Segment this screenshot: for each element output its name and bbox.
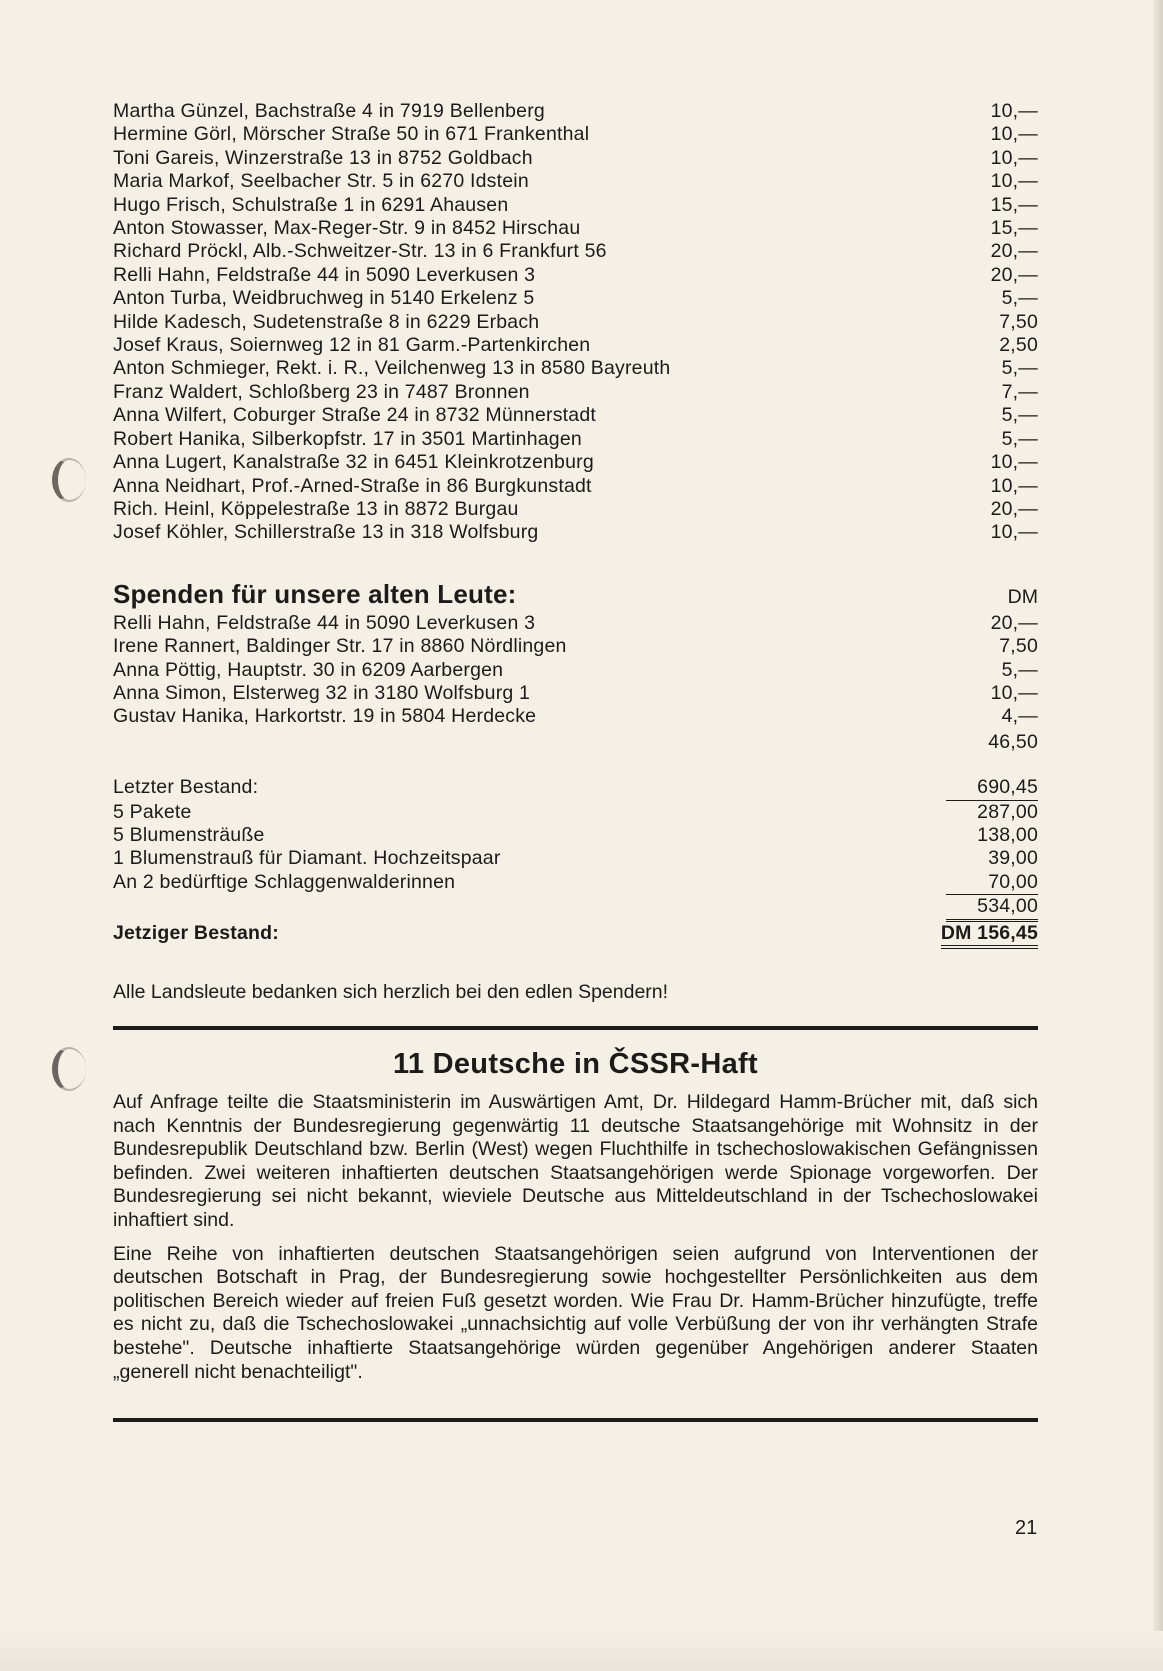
page-edge xyxy=(1153,0,1163,1671)
donor-entry: Hilde Kadesch, Sudetenstraße 8 in 6229 Erbach xyxy=(113,310,540,333)
ledger-row xyxy=(113,824,1038,847)
donor-entry: Anton Turba, Weidbruchweg in 5140 Erkelenz 5 xyxy=(113,287,535,310)
section-heading: Spenden für unsere alten Leute: xyxy=(113,578,517,609)
ledger-amount: 287,00 xyxy=(977,800,1038,823)
donor-row xyxy=(113,123,1038,146)
bottom-rule xyxy=(113,1418,1038,1422)
donor-entry: Josef Kraus, Soiernweg 12 in 81 Garm.-Partenkirchen xyxy=(113,334,591,357)
donor-row xyxy=(113,264,1038,287)
donation-amount: 5,— xyxy=(1001,658,1038,681)
donor-entry: Martha Günzel, Bachstraße 4 in 7919 Bellenberg xyxy=(113,100,545,122)
donor-entry: Gustav Hanika, Harkortstr. 19 in 5804 Herdecke xyxy=(113,705,537,728)
donor-row xyxy=(113,682,1038,705)
donor-entry: Anton Schmieger, Rekt. i. R., Veilchenweg 13 in 8580 Bayreuth xyxy=(113,357,671,380)
donation-amount: 4,— xyxy=(1001,705,1038,728)
donation-amount: 7,50 xyxy=(999,310,1038,333)
page-number: 21 xyxy=(1015,1517,1038,1539)
ledger-row xyxy=(113,801,1038,824)
donor-row xyxy=(113,217,1038,240)
divider-rule xyxy=(113,1026,1038,1030)
donor-list xyxy=(113,100,1038,545)
donor-entry: Hermine Görl, Mörscher Straße 50 in 671 Frankenthal xyxy=(113,123,590,146)
donor-row xyxy=(113,428,1038,451)
donor-entry: Hugo Frisch, Schulstraße 1 in 6291 Ahausen xyxy=(113,193,509,216)
donor-row xyxy=(113,635,1038,658)
elderly-donor-list xyxy=(113,612,1038,729)
donor-row xyxy=(113,612,1038,635)
donor-row xyxy=(113,381,1038,404)
donor-row xyxy=(113,475,1038,498)
donor-row xyxy=(113,357,1038,380)
ledger-amount: 690,45 xyxy=(946,776,1038,800)
ledger-label: An 2 bedürftige Schlaggenwalderinnen xyxy=(113,870,456,893)
article-title: 11 Deutsche in ČSSR-Haft xyxy=(393,1048,758,1080)
punch-hole-lower xyxy=(52,1047,86,1091)
donor-entry: Toni Gareis, Winzerstraße 13 in 8752 Goldbach xyxy=(113,146,533,169)
ledger-amount: 138,00 xyxy=(977,823,1038,846)
donor-row xyxy=(113,170,1038,193)
donor-entry: Irene Rannert, Baldinger Str. 17 in 8860 Nördlingen xyxy=(113,635,567,658)
ledger-label: 5 Blumensträuße xyxy=(113,823,265,846)
section-heading-row xyxy=(113,579,1038,610)
donor-row xyxy=(113,334,1038,357)
ledger-sum-row xyxy=(113,895,1038,921)
donor-entry: Rich. Heinl, Köppelestraße 13 in 8872 Burgau xyxy=(113,497,519,520)
donor-entry: Anna Neidhart, Prof.-Arned-Straße in 86 Burgkunstadt xyxy=(113,474,592,497)
donation-amount: 15,— xyxy=(990,193,1038,216)
donor-row xyxy=(113,521,1038,544)
donor-entry: Anna Lugert, Kanalstraße 32 in 6451 Kleinkrotzenburg xyxy=(113,451,594,474)
donation-amount: 10,— xyxy=(990,474,1038,497)
ledger-label: 1 Blumenstrauß für Diamant. Hochzeitspaar xyxy=(113,847,501,870)
article-paragraph: Auf Anfrage teilte die Staatsministerin im Auswärtigen Amt, Dr. Hildegard Hamm-Brücher mit, daß sich nach Kenntnis der Bundesregierung gegenwärtig 11 deutsche Staatsangehörige mit Wohnsitz in der Bundesrepublik Deutschland bzw. Berlin (West) wegen Fluchthilfe in tschechoslowakischen Gefängnissen befinden. Zwei weiteren inhaftierten deutschen Staatsangehörigen werde Spionage vorgeworfen. Der Bundesregierung sei nicht bekannt, wieviele Deutsche aus Mitteldeutschland in der Tschechoslowakei inhaftiert sind. xyxy=(113,1091,1038,1231)
donor-row xyxy=(113,404,1038,427)
ledger-row xyxy=(113,776,1038,800)
donor-entry: Richard Pröckl, Alb.-Schweitzer-Str. 13 in 6 Frankfurt 56 xyxy=(113,240,607,263)
ledger-label: Letzter Bestand: xyxy=(113,776,259,799)
donation-amount: 20,— xyxy=(990,263,1038,286)
donation-amount: 5,— xyxy=(1001,357,1038,380)
donor-entry: Robert Hanika, Silberkopfstr. 17 in 3501 Martinhagen xyxy=(113,427,582,450)
ledger-total-label: Jetziger Bestand: xyxy=(113,921,279,944)
donation-amount: 20,— xyxy=(990,497,1038,520)
donor-entry: Josef Köhler, Schillerstraße 13 in 318 Wolfsburg xyxy=(113,521,539,544)
donation-amount: 5,— xyxy=(1001,427,1038,450)
donation-amount: 5,— xyxy=(1001,287,1038,310)
donor-row xyxy=(113,451,1038,474)
ledger-label: 5 Pakete xyxy=(113,800,192,823)
ledger-total-amount: DM 156,45 xyxy=(941,922,1038,949)
ledger-amount: 70,00 xyxy=(946,871,1038,895)
donor-row xyxy=(113,100,1038,123)
donation-amount: 10,— xyxy=(990,451,1038,474)
scan-bottom-strip xyxy=(0,1631,1163,1671)
thanks-line: Alle Landsleute bedanken sich herzlich bei den edlen Spendern! xyxy=(113,981,669,1003)
donor-row xyxy=(113,705,1038,728)
donor-row xyxy=(113,311,1038,334)
donation-amount: 10,— xyxy=(990,146,1038,169)
page-content xyxy=(113,100,1038,1422)
donor-row xyxy=(113,659,1038,682)
donor-entry: Anton Stowasser, Max-Reger-Str. 9 in 8452 Hirschau xyxy=(113,217,581,240)
donation-amount: 2,50 xyxy=(999,334,1038,357)
donation-amount: 15,— xyxy=(990,217,1038,240)
donation-amount: 10,— xyxy=(990,123,1038,146)
ledger-total-row xyxy=(113,922,1038,949)
donor-entry: Anna Wilfert, Coburger Straße 24 in 8732 Münnerstadt xyxy=(113,404,596,427)
donor-entry: Anna Simon, Elsterweg 32 in 3180 Wolfsburg 1 xyxy=(113,681,531,704)
donor-row xyxy=(113,498,1038,521)
donor-entry: Anna Pöttig, Hauptstr. 30 in 6209 Aarbergen xyxy=(113,658,504,681)
ledger-amount: 39,00 xyxy=(988,847,1038,870)
donation-amount: 10,— xyxy=(990,521,1038,544)
donation-amount: 7,50 xyxy=(999,635,1038,658)
article-paragraph: Eine Reihe von inhaftierten deutschen Staatsangehörigen seien aufgrund von Interventionen der deutschen Botschaft in Prag, der Bundesregierung sowie hochgestellter Persönlichkeiten aus dem politischen Bereich wieder auf freien Fuß gesetzt worden. Wie Frau Dr. Hamm-Brücher hinzufügte, treffe es nicht zu, daß die Tschechoslowakei „unnachsichtig auf volle Verbüßung der von ihr verhängten Strafe bestehe". Deutsche inhaftierte Staatsangehörige würden gegenüber Angehörigen anderer Staaten „generell nicht benachteiligt". xyxy=(113,1242,1038,1383)
subtotal-row xyxy=(113,731,1038,754)
donor-row xyxy=(113,240,1038,263)
donation-amount: 5,— xyxy=(1001,404,1038,427)
punch-hole-upper xyxy=(52,458,86,502)
donor-entry: Franz Waldert, Schloßberg 23 in 7487 Bronnen xyxy=(113,380,530,403)
donation-amount: 20,— xyxy=(990,240,1038,263)
currency-label: DM xyxy=(1007,585,1038,608)
donor-entry: Maria Markof, Seelbacher Str. 5 in 6270 Idstein xyxy=(113,170,529,193)
donation-amount: 10,— xyxy=(990,100,1038,122)
donor-row xyxy=(113,194,1038,217)
donor-row xyxy=(113,147,1038,170)
ledger-sum: 534,00 xyxy=(946,895,1038,921)
ledger xyxy=(113,776,1038,949)
subtotal-amount: 46,50 xyxy=(988,730,1038,753)
ledger-row xyxy=(113,847,1038,870)
ledger-row xyxy=(113,871,1038,895)
donor-entry: Relli Hahn, Feldstraße 44 in 5090 Leverkusen 3 xyxy=(113,611,536,634)
donation-amount: 10,— xyxy=(990,170,1038,193)
donation-amount: 7,— xyxy=(1001,380,1038,403)
donor-entry: Relli Hahn, Feldstraße 44 in 5090 Leverkusen 3 xyxy=(113,263,536,286)
donation-amount: 10,— xyxy=(990,681,1038,704)
donation-amount: 20,— xyxy=(990,611,1038,634)
donor-row xyxy=(113,287,1038,310)
